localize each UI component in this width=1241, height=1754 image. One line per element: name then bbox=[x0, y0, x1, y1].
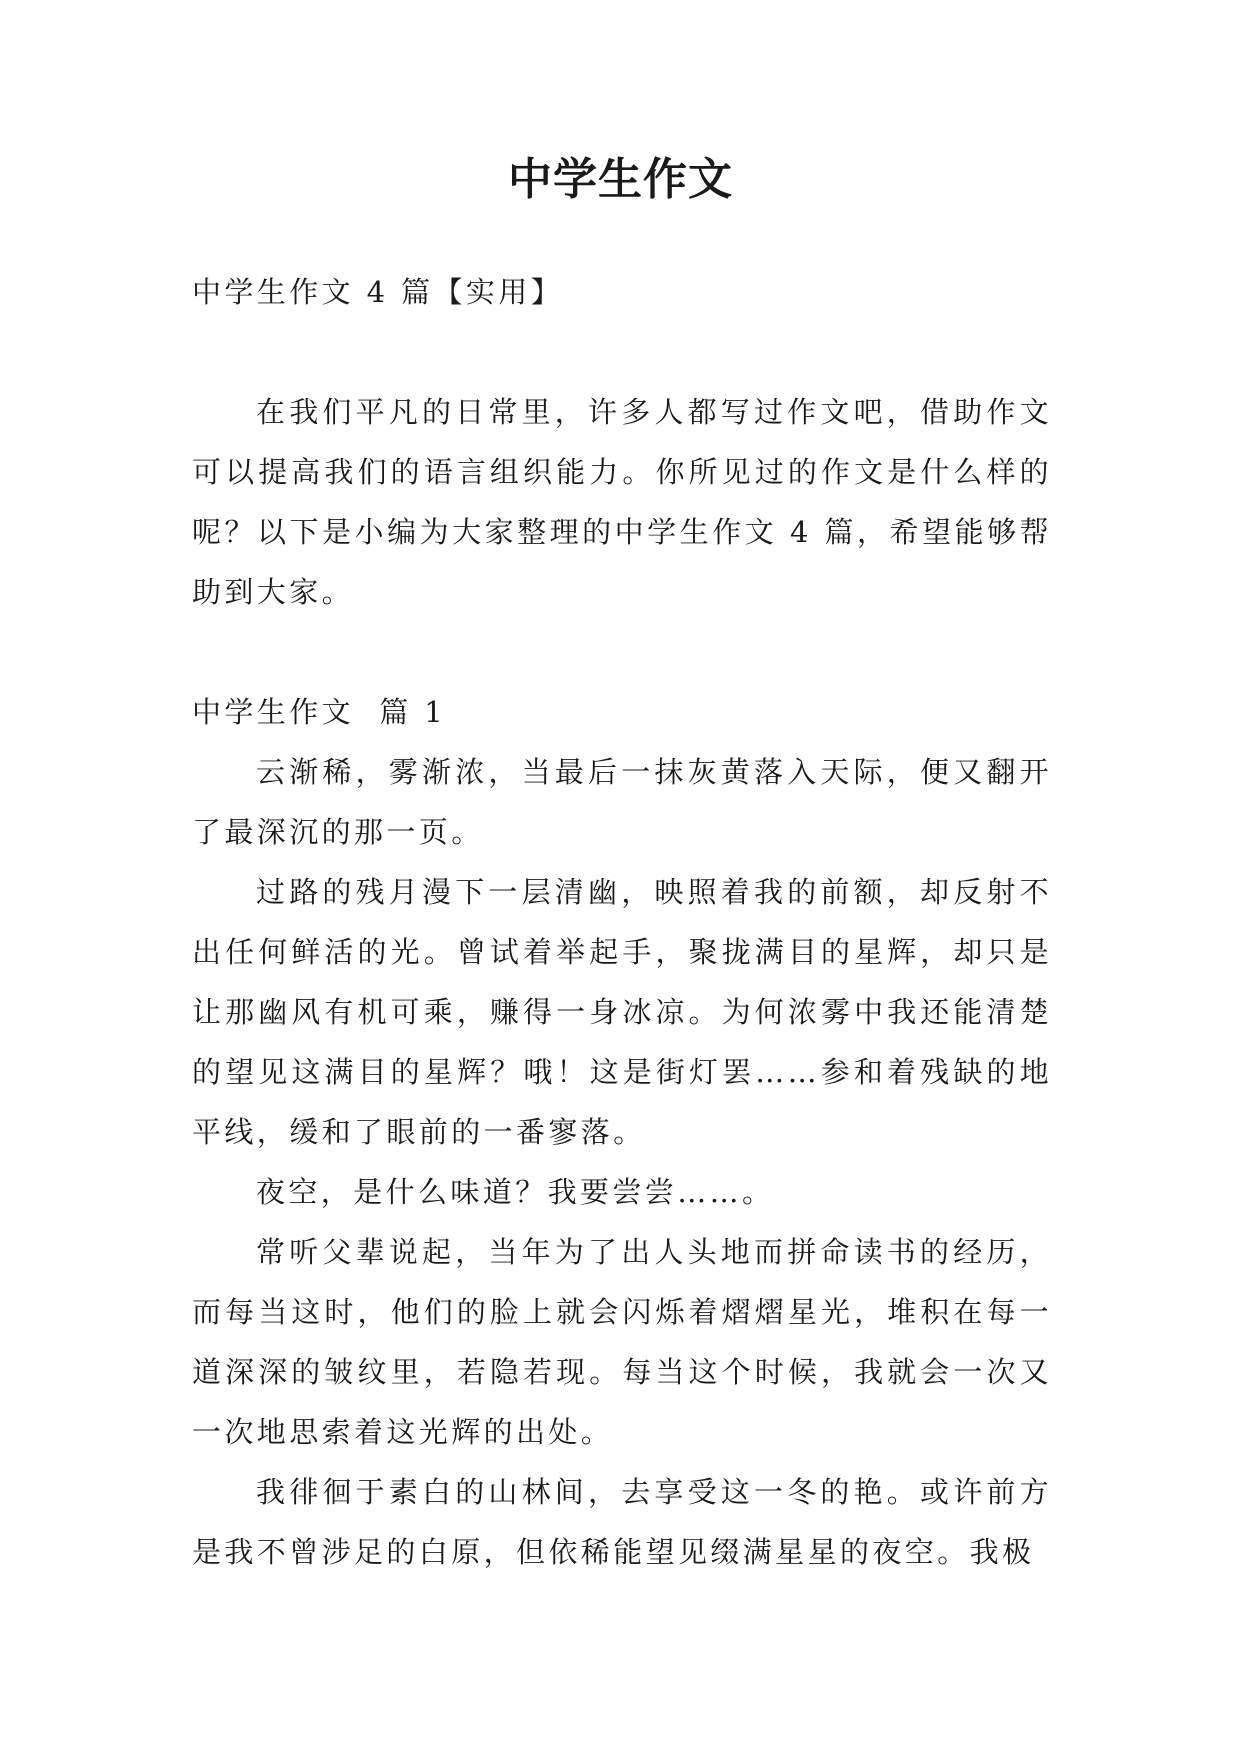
body-paragraph-3: 夜空，是什么味道？我要尝尝……。 bbox=[256, 1175, 775, 1209]
document-body bbox=[192, 262, 1052, 1582]
intro-paragraph: 在我们平凡的日常里，许多人都写过作文吧，借助作文可以提高我们的语言组织能力。你所见过的作文是什么样的呢？以下是小编为大家整理的中学生作文 4 篇，希望能够帮助到大家。 bbox=[192, 395, 1052, 609]
body-paragraph-1: 云渐稀，雾渐浓，当最后一抹灰黄落入天际，便又翻开了最深沉的那一页。 bbox=[192, 755, 1052, 849]
body-paragraph-2: 过路的残月漫下一层清幽，映照着我的前额，却反射不出任何鲜活的光。曾试着举起手，聚拢满目的星辉，却只是让那幽风有机可乘，赚得一身冰凉。为何浓雾中我还能清楚的望见这满目的星辉？哦！这是街灯罢……参和着残缺的地平线，缓和了眼前的一番寥落。 bbox=[192, 875, 1052, 1149]
body-paragraph-5: 我徘徊于素白的山林间，去享受这一冬的艳。或许前方是我不曾涉足的白原，但依稀能望见缀满星星的夜空。我极 bbox=[192, 1475, 1052, 1569]
document-title: 中学生作文 bbox=[508, 154, 733, 205]
section-heading: 中学生作文 篇 1 bbox=[192, 695, 447, 729]
document-subtitle: 中学生作文 4 篇【实用】 bbox=[192, 275, 564, 309]
body-paragraph-4: 常听父辈说起，当年为了出人头地而拼命读书的经历，而每当这时，他们的脸上就会闪烁着熠熠星光，堆积在每一道深深的皱纹里，若隐若现。每当这个时候，我就会一次又一次地思索着这光辉的出处。 bbox=[192, 1235, 1052, 1449]
